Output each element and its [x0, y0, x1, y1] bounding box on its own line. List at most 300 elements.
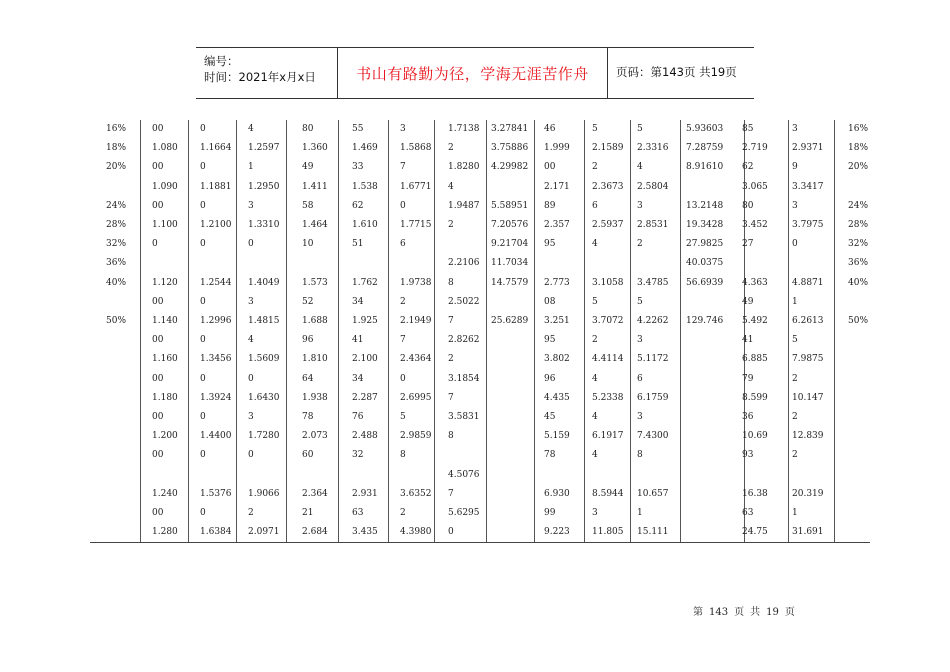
table-cell: 2.357	[544, 220, 570, 230]
table-cell: 19.3428	[686, 220, 724, 230]
table-cell: 41	[742, 335, 754, 346]
table-cell: 5.2338	[592, 392, 624, 403]
table-cell: 8.599	[742, 392, 768, 403]
table-cell: 11.805	[592, 527, 624, 538]
table-cell: 00	[152, 412, 164, 422]
table-cell: 5.93603	[686, 124, 724, 134]
table-cell: 2	[592, 162, 598, 173]
table-cell: 3.7975	[792, 220, 824, 230]
table-cell: 0	[248, 450, 254, 461]
table-cell: 27	[742, 239, 754, 250]
table-cell: 3	[637, 200, 643, 211]
table-cell: 15.111	[637, 527, 669, 538]
table-cell: 3.1854	[448, 373, 480, 384]
table-cell: 56.6939	[686, 277, 724, 288]
table-cell: 4.2262	[637, 316, 669, 326]
rate-label: 18%	[106, 143, 127, 154]
table-cell: 9.21704	[491, 239, 529, 250]
table-cell: 3.5831	[448, 412, 480, 422]
table-cell: 1.6771	[400, 181, 432, 192]
table-cell: 55	[352, 124, 364, 134]
table-cell: 10.657	[637, 488, 669, 499]
table-cell: 5.492	[742, 316, 768, 326]
table-cell: 34	[352, 296, 364, 307]
table-cell: 0	[200, 508, 206, 518]
table-cell: 3	[792, 124, 798, 134]
table-cell: 3	[248, 412, 254, 422]
table-cell: 31.691	[792, 527, 824, 538]
table-cell: 0	[200, 335, 206, 346]
table-cell: 5	[592, 296, 598, 307]
table-cell: 58	[302, 200, 314, 211]
table-cell: 2	[248, 508, 254, 518]
table-cell: 00	[152, 124, 164, 134]
table-cell: 4.3980	[400, 527, 432, 538]
table-cell: 1.3310	[248, 220, 280, 230]
table-cell: 1.2100	[200, 220, 232, 230]
rate-label: 20%	[106, 162, 127, 173]
table-cell: 129.746	[686, 316, 724, 326]
table-cell: 4.8871	[792, 277, 824, 288]
table-cell: 62	[352, 200, 364, 211]
table-cell: 5.1172	[637, 354, 669, 365]
column-divider	[834, 120, 835, 542]
table-cell: 33	[352, 162, 364, 173]
table-cell: 11.7034	[491, 258, 529, 269]
rate-label: 28%	[106, 220, 127, 230]
interest-factor-table	[90, 120, 870, 543]
table-cell: 3.065	[742, 181, 768, 192]
table-cell: 6	[592, 200, 598, 211]
table-cell: 1.464	[302, 220, 328, 230]
table-cell: 1.8280	[448, 162, 480, 173]
table-cell: 93	[742, 450, 754, 461]
table-cell: 99	[544, 508, 556, 518]
table-cell: 10.69	[742, 431, 768, 442]
table-cell: 10	[302, 239, 314, 250]
table-cell: 00	[152, 335, 164, 346]
table-cell: 76	[352, 412, 364, 422]
table-cell: 34	[352, 373, 364, 384]
table-cell: 8	[448, 277, 454, 288]
column-divider	[188, 120, 189, 542]
table-cell: 1.6384	[200, 527, 232, 538]
motto: 书山有路勤为径，学海无涯苦作舟	[338, 48, 608, 98]
rate-label: 40%	[848, 277, 869, 288]
table-cell: 00	[152, 162, 164, 173]
table-cell: 1.5376	[200, 488, 232, 499]
table-cell: 64	[302, 373, 314, 384]
table-cell: 0	[200, 162, 206, 173]
table-cell: 2.9371	[792, 143, 824, 154]
table-cell: 1.4815	[248, 316, 280, 326]
table-cell: 96	[544, 373, 556, 384]
table-cell: 00	[152, 450, 164, 461]
table-cell: 2.100	[352, 354, 378, 365]
table-cell: 96	[302, 335, 314, 346]
table-cell: 1.080	[152, 143, 178, 154]
table-cell: 5.159	[544, 431, 570, 442]
table-cell: 1.9487	[448, 200, 480, 211]
table-cell: 1.1664	[200, 143, 232, 154]
table-cell: 4	[637, 162, 643, 173]
rate-label: 50%	[106, 316, 127, 326]
column-divider	[680, 120, 681, 542]
table-cell: 0	[400, 200, 406, 211]
table-cell: 4.5076	[448, 469, 480, 480]
rate-label: 24%	[106, 200, 127, 211]
table-cell: 25.6289	[491, 316, 529, 326]
table-cell: 00	[152, 508, 164, 518]
table-cell: 95	[544, 335, 556, 346]
column-divider	[486, 120, 487, 542]
table-cell: 9.223	[544, 527, 570, 538]
header-meta	[196, 48, 338, 98]
table-cell: 8	[400, 450, 406, 461]
table-cell: 2.364	[302, 488, 328, 499]
table-cell: 2	[792, 373, 798, 384]
table-cell: 85	[742, 124, 754, 134]
rate-label: 40%	[106, 277, 127, 288]
table-cell: 12.839	[792, 431, 824, 442]
table-cell: 2	[400, 508, 406, 518]
table-cell: 9	[792, 162, 798, 173]
table-cell: 4	[448, 181, 454, 192]
table-cell: 0	[152, 239, 158, 250]
page-footer	[693, 603, 801, 618]
table-cell: 27.9825	[686, 239, 724, 250]
table-cell: 1.5609	[248, 354, 280, 365]
rate-label: 18%	[848, 143, 869, 154]
table-cell: 1.938	[302, 392, 328, 403]
table-cell: 2.5022	[448, 296, 480, 307]
table-cell: 80	[302, 124, 314, 134]
table-cell: 1.7138	[448, 124, 480, 134]
table-cell: 00	[152, 200, 164, 211]
table-cell: 5.58951	[491, 200, 529, 211]
table-cell: 2.0971	[248, 527, 280, 538]
table-cell: 14.7579	[491, 277, 529, 288]
table-cell: 1.688	[302, 316, 328, 326]
table-cell: 2.3673	[592, 181, 624, 192]
table-cell: 1.6430	[248, 392, 280, 403]
table-cell: 2.488	[352, 431, 378, 442]
table-cell: 1.925	[352, 316, 378, 326]
table-cell: 1.360	[302, 143, 328, 154]
footer-total-pages: 19	[766, 607, 779, 618]
table-cell: 1.999	[544, 143, 570, 154]
table-cell: 78	[302, 412, 314, 422]
table-cell: 0	[400, 373, 406, 384]
table-cell: 7	[448, 488, 454, 499]
table-cell: 95	[544, 239, 556, 250]
table-cell: 2.4364	[400, 354, 432, 365]
column-divider	[140, 120, 141, 542]
column-divider	[286, 120, 287, 542]
table-cell: 0	[200, 373, 206, 384]
table-cell: 49	[302, 162, 314, 173]
rate-label: 20%	[848, 162, 869, 173]
table-cell: 2.9859	[400, 431, 432, 442]
table-cell: 79	[742, 373, 754, 384]
table-cell: 3	[637, 412, 643, 422]
table-cell: 2	[637, 239, 643, 250]
table-cell: 20.319	[792, 488, 824, 499]
table-cell: 2.073	[302, 431, 328, 442]
table-cell: 3.7072	[592, 316, 624, 326]
table-cell: 3.452	[742, 220, 768, 230]
table-cell: 1.140	[152, 316, 178, 326]
table-cell: 3.4785	[637, 277, 669, 288]
table-cell: 3.6352	[400, 488, 432, 499]
table-cell: 1.200	[152, 431, 178, 442]
table-cell: 1.090	[152, 181, 178, 192]
table-cell: 0	[448, 527, 454, 538]
table-cell: 2.6995	[400, 392, 432, 403]
table-cell: 0	[200, 239, 206, 250]
table-cell: 1	[792, 296, 798, 307]
table-cell: 00	[152, 296, 164, 307]
table-cell: 1.9738	[400, 277, 432, 288]
table-cell: 2.773	[544, 277, 570, 288]
table-cell: 1.100	[152, 220, 178, 230]
table-cell: 1.538	[352, 181, 378, 192]
table-cell: 41	[352, 335, 364, 346]
table-cell: 5	[637, 296, 643, 307]
table-cell: 7	[448, 316, 454, 326]
table-cell: 3	[248, 200, 254, 211]
page-header	[196, 47, 754, 99]
footer-text: 第	[693, 607, 703, 618]
table-cell: 32	[352, 450, 364, 461]
rate-label: 36%	[106, 258, 127, 269]
table-cell: 62	[742, 162, 754, 173]
table-cell: 13.2148	[686, 200, 724, 211]
table-cell: 5	[792, 335, 798, 346]
table-cell: 3	[248, 296, 254, 307]
table-cell: 0	[792, 239, 798, 250]
column-divider	[788, 120, 789, 542]
table-cell: 1.610	[352, 220, 378, 230]
table-cell: 1.810	[302, 354, 328, 365]
column-divider	[338, 120, 339, 542]
table-cell: 7	[400, 162, 406, 173]
table-cell: 2	[592, 335, 598, 346]
table-cell: 45	[544, 412, 556, 422]
table-cell: 1.1881	[200, 181, 232, 192]
column-divider	[630, 120, 631, 542]
table-cell: 63	[352, 508, 364, 518]
table-cell: 3.3417	[792, 181, 824, 192]
table-cell: 1.5868	[400, 143, 432, 154]
table-cell: 52	[302, 296, 314, 307]
rate-label: 24%	[848, 200, 869, 211]
table-cell: 7.9875	[792, 354, 824, 365]
table-cell: 2	[792, 450, 798, 461]
table-cell: 3.1058	[592, 277, 624, 288]
rate-label: 50%	[848, 316, 869, 326]
table-cell: 2.931	[352, 488, 378, 499]
table-cell: 5	[400, 412, 406, 422]
table-cell: 80	[742, 200, 754, 211]
table-cell: 1.4049	[248, 277, 280, 288]
table-cell: 1.120	[152, 277, 178, 288]
table-cell: 3.75886	[491, 143, 529, 154]
table-cell: 40.0375	[686, 258, 724, 269]
footer-text: 页	[784, 607, 795, 618]
table-cell: 1.469	[352, 143, 378, 154]
footer-text: 页	[734, 607, 745, 618]
rate-label: 36%	[848, 258, 869, 269]
table-cell: 89	[544, 200, 556, 211]
table-cell: 49	[742, 296, 754, 307]
table-cell: 21	[302, 508, 314, 518]
table-cell: 1.2544	[200, 277, 232, 288]
table-cell: 2	[448, 220, 454, 230]
table-cell: 63	[742, 508, 754, 518]
table-cell: 2.1949	[400, 316, 432, 326]
table-cell: 1.2996	[200, 316, 232, 326]
table-cell: 4.435	[544, 392, 570, 403]
table-cell: 2.5804	[637, 181, 669, 192]
table-cell: 1.240	[152, 488, 178, 499]
table-cell: 3.251	[544, 316, 570, 326]
table-cell: 4	[248, 124, 254, 134]
table-cell: 1.4400	[200, 431, 232, 442]
table-cell: 8	[637, 450, 643, 461]
table-cell: 2	[400, 296, 406, 307]
time-label: 时间：2021年x月x日	[204, 70, 316, 84]
table-cell: 1	[792, 508, 798, 518]
table-cell: 1.9066	[248, 488, 280, 499]
column-divider	[434, 120, 435, 542]
table-cell: 2.287	[352, 392, 378, 403]
table-cell: 24.75	[742, 527, 768, 538]
table-cell: 2.8531	[637, 220, 669, 230]
table-cell: 1.180	[152, 392, 178, 403]
table-cell: 2	[448, 143, 454, 154]
table-cell: 5	[637, 124, 643, 134]
table-cell: 1.280	[152, 527, 178, 538]
table-cell: 8	[448, 431, 454, 442]
table-cell: 0	[200, 412, 206, 422]
rate-label: 32%	[848, 239, 869, 250]
table-cell: 6.885	[742, 354, 768, 365]
table-cell: 6.1759	[637, 392, 669, 403]
table-cell: 78	[544, 450, 556, 461]
table-cell: 1.2597	[248, 143, 280, 154]
table-cell: 4	[592, 239, 598, 250]
table-cell: 2.171	[544, 181, 570, 192]
table-cell: 1.7280	[248, 431, 280, 442]
table-cell: 2	[448, 354, 454, 365]
table-cell: 7.4300	[637, 431, 669, 442]
table-cell: 3.27841	[491, 124, 529, 134]
table-cell: 0	[248, 239, 254, 250]
table-cell: 3.802	[544, 354, 570, 365]
table-cell: 2.684	[302, 527, 328, 538]
table-cell: 5.6295	[448, 508, 480, 518]
rate-label: 16%	[848, 124, 869, 134]
table-cell: 2.5937	[592, 220, 624, 230]
table-cell: 1.7715	[400, 220, 432, 230]
table-cell: 10.147	[792, 392, 824, 403]
table-cell: 1.411	[302, 181, 328, 192]
column-divider	[584, 120, 585, 542]
table-cell: 08	[544, 296, 556, 307]
table-cell: 00	[152, 373, 164, 384]
table-cell: 2.1589	[592, 143, 624, 154]
rate-label: 28%	[848, 220, 869, 230]
table-cell: 2.2106	[448, 258, 480, 269]
table-cell: 3.435	[352, 527, 378, 538]
table-cell: 0	[200, 450, 206, 461]
table-cell: 1.3924	[200, 392, 232, 403]
table-cell: 1	[637, 508, 643, 518]
table-cell: 2.3316	[637, 143, 669, 154]
rate-label: 16%	[106, 124, 127, 134]
table-cell: 4.363	[742, 277, 768, 288]
table-cell: 3	[400, 124, 406, 134]
table-cell: 60	[302, 450, 314, 461]
table-cell: 16.38	[742, 488, 768, 499]
table-cell: 8.5944	[592, 488, 624, 499]
table-cell: 0	[248, 373, 254, 384]
table-cell: 2	[792, 412, 798, 422]
table-cell: 6.2613	[792, 316, 824, 326]
table-cell: 6.1917	[592, 431, 624, 442]
table-cell: 7	[400, 335, 406, 346]
table-cell: 1.3456	[200, 354, 232, 365]
rate-label: 32%	[106, 239, 127, 250]
table-cell: 1	[248, 162, 254, 173]
table-cell: 0	[200, 200, 206, 211]
table-cell: 7.28759	[686, 143, 724, 154]
table-cell: 1.573	[302, 277, 328, 288]
column-divider	[236, 120, 237, 542]
table-cell: 1.762	[352, 277, 378, 288]
table-cell: 3	[592, 508, 598, 518]
column-divider	[388, 120, 389, 542]
table-cell: 0	[200, 296, 206, 307]
table-cell: 7	[448, 392, 454, 403]
table-cell: 1.160	[152, 354, 178, 365]
table-cell: 1.2950	[248, 181, 280, 192]
table-cell: 6	[400, 239, 406, 250]
page-number-label: 页码：第143页 共19页	[616, 65, 737, 79]
table-cell: 5	[592, 124, 598, 134]
table-cell: 51	[352, 239, 364, 250]
table-cell: 8.91610	[686, 162, 724, 173]
table-cell: 4	[592, 412, 598, 422]
table-cell: 4	[248, 335, 254, 346]
table-cell: 2.719	[742, 143, 768, 154]
table-cell: 6	[637, 373, 643, 384]
table-cell: 0	[200, 124, 206, 134]
table-cell: 3	[792, 200, 798, 211]
table-cell: 4.29982	[491, 162, 529, 173]
table-cell: 46	[544, 124, 556, 134]
table-cell: 4.4114	[592, 354, 624, 365]
table-cell: 2.8262	[448, 335, 480, 346]
table-cell: 00	[544, 162, 556, 173]
table-cell: 4	[592, 373, 598, 384]
number-label: 编号：	[204, 54, 239, 68]
footer-page-number: 143	[709, 607, 729, 618]
column-divider	[534, 120, 535, 542]
table-cell: 36	[742, 412, 754, 422]
table-cell: 6.930	[544, 488, 570, 499]
